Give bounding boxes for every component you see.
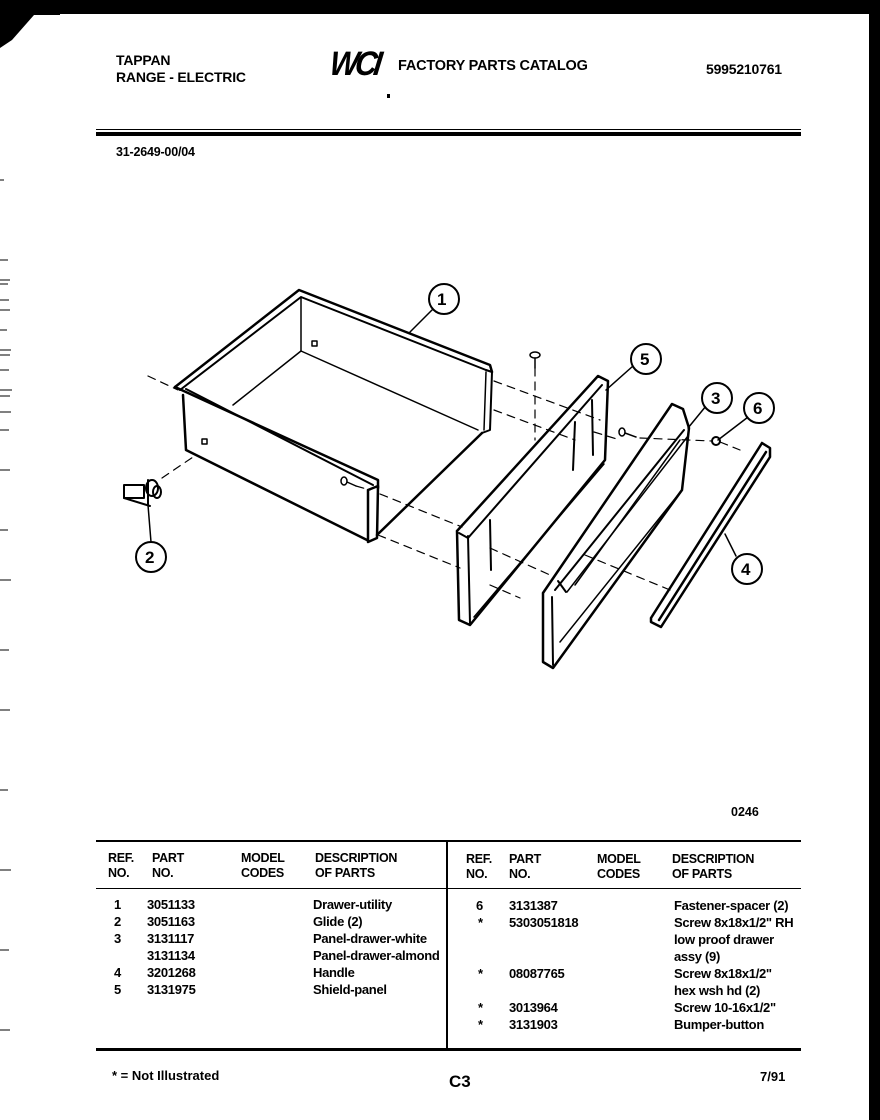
table-top-rule: [96, 840, 801, 842]
part-description: Glide (2): [313, 914, 363, 929]
ref-no: 3: [114, 931, 121, 946]
part-description: Panel-drawer-almond: [313, 948, 440, 963]
ref-no: *: [478, 1000, 483, 1015]
part-no: 3051163: [147, 914, 195, 929]
part-no: 3201268: [147, 965, 196, 980]
part-no: 3131903: [509, 1017, 558, 1032]
glide-drawing: [124, 480, 161, 506]
callout-2: 2: [145, 548, 155, 567]
ref-no: 2: [114, 914, 121, 929]
table-bottom-rule: [96, 1048, 801, 1051]
callout-1: 1: [437, 290, 447, 309]
part-no: 5303051818: [509, 915, 579, 930]
part-description: Screw 8x18x1/2": [674, 966, 772, 981]
col-header-part: PART NO.: [152, 851, 184, 880]
callout-5: 5: [640, 350, 650, 369]
catalog-number: 5995210761: [706, 61, 782, 77]
ref-no: *: [478, 966, 483, 981]
part-no: 3131134: [147, 948, 195, 963]
screws-drawing: [530, 352, 720, 445]
part-description: Fastener-spacer (2): [674, 898, 789, 913]
page-code: C3: [449, 1072, 471, 1091]
part-no: 3013964: [509, 1000, 558, 1015]
part-description: hex wsh hd (2): [674, 983, 761, 998]
model-number: 31-2649-00/04: [116, 145, 195, 159]
callout-3: 3: [711, 389, 721, 408]
col-header-description-right: DESCRIPTION OF PARTS: [672, 852, 755, 881]
handle-drawing: [651, 443, 770, 627]
col-header-part-right: PART NO.: [509, 852, 541, 881]
part-description: Screw 10-16x1/2": [674, 1000, 776, 1015]
shield-panel-drawing: [457, 376, 608, 625]
ref-no: *: [478, 915, 483, 930]
part-description: low proof drawer: [674, 932, 774, 947]
part-no: 3051133: [147, 897, 195, 912]
part-no: 3131387: [509, 898, 558, 913]
part-no: 3131117: [147, 931, 195, 946]
table-header-rule: [96, 888, 801, 889]
wci-logo: WCI: [327, 45, 382, 83]
col-header-model-right: MODEL CODES: [597, 852, 641, 881]
part-description: Bumper-button: [674, 1017, 764, 1032]
not-illustrated-legend: * = Not Illustrated: [112, 1068, 220, 1083]
part-description: assy (9): [674, 949, 721, 964]
figure-code: 0246: [731, 805, 759, 819]
part-description: Shield-panel: [313, 982, 387, 997]
part-description: Screw 8x18x1/2" RH: [674, 915, 794, 930]
ref-no: *: [478, 1017, 483, 1032]
ref-no: 4: [114, 965, 121, 980]
col-header-ref: REF. NO.: [108, 851, 134, 880]
callout-6: 6: [753, 399, 763, 418]
brand-name: TAPPAN: [116, 52, 171, 68]
panel-drawer-drawing: [543, 404, 689, 668]
col-header-ref-right: REF. NO.: [466, 852, 492, 881]
catalog-title: FACTORY PARTS CATALOG: [398, 58, 588, 74]
drawer-utility-drawing: [175, 290, 492, 542]
table-column-divider: [446, 840, 448, 1050]
part-description: Panel-drawer-white: [313, 931, 427, 946]
col-header-model: MODEL CODES: [241, 851, 285, 880]
product-line: RANGE - ELECTRIC: [116, 69, 246, 85]
col-header-description: DESCRIPTION OF PARTS: [315, 851, 398, 880]
part-description: Drawer-utility: [313, 897, 392, 912]
ref-no: 6: [476, 898, 483, 913]
ref-no: 1: [114, 897, 121, 912]
part-no: 3131975: [147, 982, 196, 997]
part-no: 08087765: [509, 966, 565, 981]
catalog-date: 7/91: [760, 1069, 786, 1084]
ref-no: 5: [114, 982, 121, 997]
callout-4: 4: [741, 560, 751, 579]
part-description: Handle: [313, 965, 355, 980]
